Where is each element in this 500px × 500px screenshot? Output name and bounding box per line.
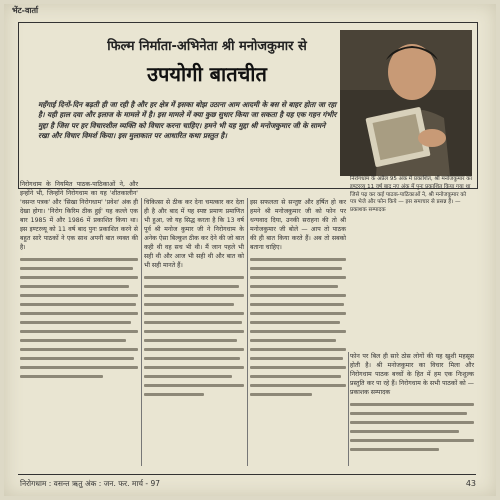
footer-issue-info: निरोगधाम : वसन्त ऋतु अंक : जन. फर. मार्च - 97 [20,479,161,488]
column-1-text: निरोगधाम के नियमित पाठक-पाठिकाओं ने, और इन्होंने भी, जिन्होंने निरोगधाम का यह 'शीतकालीन' 'वसन्त पत्रक' और 'सिखा निरोगधाम' 'प्रवेश' अंक ही देखा होगा। 'निरोग किरिम ठीक हुई' यह कल्ले एक बार 1985 में और 1986 में प्रकाशित किया था। इस इण्टरव्यू को 11 वर्ष बाद पुनः प्रकाशित करने से बहुत सारे पाठकों ने एक साथ अपनी बात व्यक्त की है। [20,181,138,251]
column-divider-2 [247,198,248,466]
intro-paragraph: महँगाई दिनों-दिन बढ़ती ही जा रही है और हर क्षेत्र में इसका बोझ उठाना आम आदमी के बस से बाहर होता जा रहा है। यही हाल दवा और इलाज के मामले में है। इस मामले में क्या कुछ सुधार किया जा सकता है यह एक गहन गंभीर मुद्दा है जिस पर हर विचारशील व्यक्ति को विचार करना चाहिए। हमने भी यह मुद्दा श्री मनोजकुमार जी के सामने रखा और विचार विमर्श किया। इस मुलाकात पर आधारित कथा प्रस्तुत है। [38,100,337,141]
column-2-continued-lines [144,276,244,396]
headline-line-2: उपयोगी बातचीत [147,62,267,86]
page-number: 43 [465,479,476,488]
photo-caption: निरोगधाम के अप्रैल 95 अंक में प्रकाशित, श्री मनोजकुमार का इण्टरव्यू 11 वर्ष बाद नए अंक में पुनः प्रकाशित किया गया था जिसे पढ़ कर कई पाठक-पाठिकाओं ने, श्री मनोजकुमार को पत्र भेजे और फोन किये — इस समाचार से प्रसन्न हैं। — प्रकाशक सम्पादक [350,176,472,214]
column-1-continued-lines [20,258,138,378]
column-3-continued-lines [250,258,346,396]
portrait-photo [340,30,472,176]
article-column-4 [350,352,474,457]
footer-rule [18,474,476,475]
column-3-text: इस सफलता से सन्तुष्ट और हर्षित हो कर हमने श्री मनोजकुमार जी को फोन पर धन्यवाद दिया, उनकी सराहना की तो श्री मनोजकुमार जी बोले — आप तो पाठक की ही बात किया करते हैं। अब तो सबको बताना चाहिए। [250,199,346,251]
headline [62,36,352,87]
column-2-text: चिकित्सा से ठीक कर देना चमत्कार कर देता ही है और बाद में यह स्पष्ट प्रमाण प्रमाणित भी हुआ, जो यह सिद्ध करता है कि 13 वर्ष पूर्व श्री मनोज कुमार जी ने निरोगधाम के अनेक ऐसा बिल्कुल ठीक कर देने की जो बात कही थी वह सच भी थी। मैं जान पहले भी सही थी और आज भी सही थी और बात को भी सही मानते हैं। [144,199,244,269]
column-divider-1 [141,198,142,466]
column-4-text: फोन पर बिल ही सारे ठोस लोगों की यह खुशी महसूस होती है। श्री मनोजकुमार का विचार मिला और निरोगधाम पाठक बच्चों के हित में हम एक निःशुल्क प्रस्तुति कर पा रहे हैं। निरोगधाम के सभी पाठकों को — प्रकाशक सम्पादक [350,353,474,396]
article-column-1 [20,180,138,384]
section-tag: भेंट-वार्ता [12,6,39,15]
column-4-continued-lines [350,403,474,451]
portrait-photo-image [340,30,472,176]
article-column-3 [250,198,346,402]
article-column-2 [144,198,244,402]
headline-line-1: फिल्म निर्माता-अभिनेता श्री मनोजकुमार से [107,39,307,54]
column-divider-3 [348,352,349,466]
